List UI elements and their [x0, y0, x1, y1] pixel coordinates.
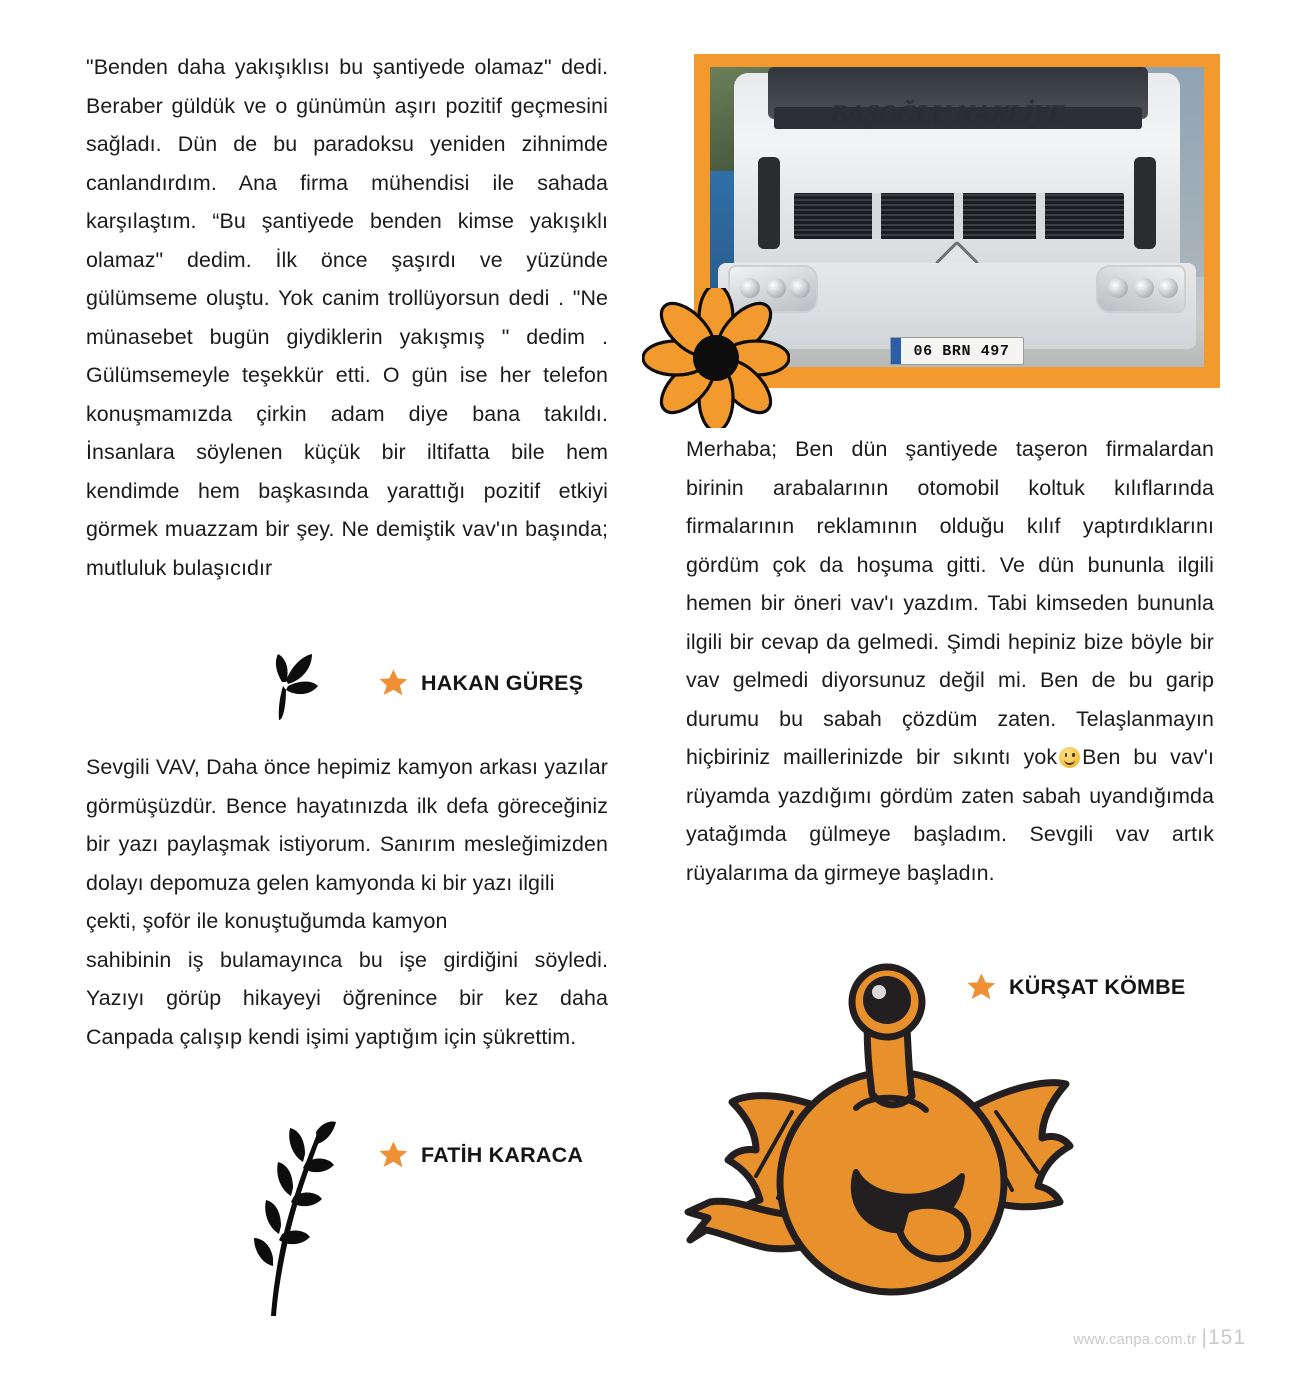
- byline-name: FATİH KARACA: [421, 1142, 584, 1167]
- truck-vent-right: [1134, 157, 1156, 249]
- truck-headlight-right: [1096, 265, 1186, 313]
- botanical-branch-icon: [243, 1118, 353, 1318]
- star-icon: [378, 1140, 408, 1170]
- page-number: |151: [1201, 1326, 1246, 1349]
- plate-number: 06 BRN 497: [913, 342, 1010, 360]
- truck-grille: [794, 193, 1124, 239]
- page-footer: [1073, 1326, 1246, 1350]
- right-column: [686, 430, 1214, 892]
- monster-mascot-icon: [660, 962, 1090, 1302]
- article-one-body: "Benden daha yakışıklısı bu şantiyede olamaz" dedi. Beraber güldük ve o günümün aşırı pozitif geçmesini sağladı. Dün de bu paradoksu yeniden zihnimde canlandırdım. Ana firma mühendisi ile sahada karşılaştım. “Bu şantiyede benden kimse yakışıklı olamaz" dedim. İlk önce şaşırdı ve yüzünde gülümseme oluştu. Yok canim trollüyorsun dedi . "Ne münasebet bugün giydiklerin yakışmış " dedim . Gülümsemeyle teşekkür etti. O gün ise her telefon konuşmamızda çirkin adam diye bana takıldı. İnsanlara söylenen küçük bir iltifatta bile hem kendimde hem başkasında yarattığı pozitif etkiyi görmek muazzam bir şey. Ne demiştik vav'ın başında; mutluluk bulaşıcıdır: [86, 55, 608, 580]
- left-column-second-article: [86, 748, 608, 1056]
- license-plate: [890, 337, 1024, 365]
- byline-hakan-gures: [378, 668, 583, 698]
- article-two-body-c: sahibinin iş bulamayınca bu işe girdiğini söyledi. Yazıyı görüp hikayeyi öğrenince bir kez daha Canpada çalışıp kendi işimi yaptığım için şükrettim.: [86, 947, 608, 1049]
- byline-fatih-karaca: [378, 1140, 583, 1170]
- article-three-part-2: Ben bu vav'ı rüyamda yazdığımı gördüm zaten sabah uyandığımda yatağımda gülmeye başladım. Sevgili vav artık rüyalarıma da girmeye başladın.: [686, 745, 1214, 885]
- article-three-body: [686, 430, 1214, 892]
- footer-website-url: www.canpa.com.tr: [1073, 1332, 1197, 1348]
- article-two-body-a: Sevgili VAV, Daha önce hepimiz kamyon arkası yazılar görmüşüzdür. Bence hayatınızda ilk defa göreceğiniz bir yazı paylaşmak istiyorum. Sanırım mesleğimizden dolayı depomuza gelen kamyonda ki bir yazı ilgili: [86, 755, 608, 895]
- byline-name: KÜRŞAT KÖMBE: [1009, 974, 1186, 999]
- truck-vent-left: [758, 157, 780, 249]
- smiley-face-icon: [1059, 747, 1080, 768]
- truck-company-lettering: BAŞOĞLU NAKLİYE: [828, 99, 1067, 129]
- byline-name: HAKAN GÜREŞ: [421, 670, 584, 695]
- leaf-sprig-icon: [252, 648, 336, 732]
- left-column: [86, 48, 608, 587]
- daisy-flower-icon: [642, 288, 790, 428]
- article-three-part-1: Merhaba; Ben dün şantiyede taşeron firmalardan birinin arabalarının otomobil koltuk kılıflarında firmalarının reklamının olduğu kılıf yaptırdıklarını gördüm çok da hoşuma gitti. Ve dün bununla ilgili hemen bir öneri vav'ı yazdım. Tabi kimseden bununla ilgili bir cevap da gelmedi. Şimdi hepiniz bize böyle bir vav gelmedi diyorsunuz değil mi. Ben de bu garip durumu bu sabah çözdüm zaten. Telaşlanmayın hiçbiriniz maillerinizde bir sıkıntı yok: [686, 437, 1214, 769]
- plate-country-strip: [891, 338, 901, 364]
- star-icon: [378, 668, 408, 698]
- article-two-body-b: çekti, şoför ile konuştuğumda kamyon: [86, 909, 448, 933]
